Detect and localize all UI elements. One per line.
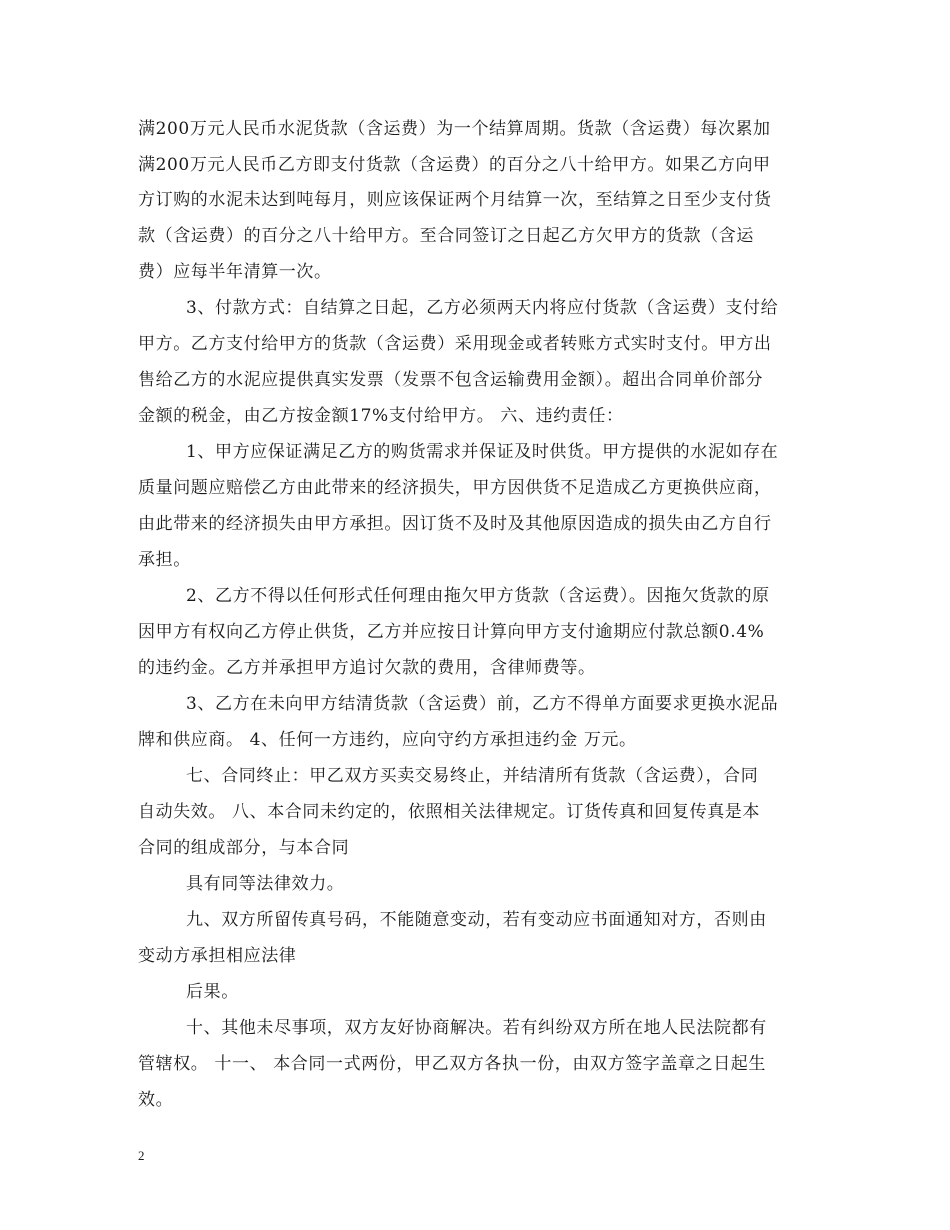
paragraph-line: 满200万元人民币水泥货款（含运费）为一个结算周期。货款（含运费）每次累加 [138,119,771,139]
paragraph-line: 满200万元人民币乙方即支付货款（含运费）的百分之八十给甲方。如果乙方向甲 [138,155,771,175]
paragraph-line: 售给乙方的水泥应提供真实发票（发票不包含运输费用金额）。超出合同单价部分 [138,370,764,390]
paragraph-line: 的违约金。乙方并承担甲方追讨欠款的费用，含律师费等。 [138,658,596,678]
paragraph-line: 方订购的水泥未达到吨每月，则应该保证两个月结算一次，至结算之日至少支付货 [138,190,772,210]
paragraph-line: 质量问题应赔偿乙方由此带来的经济损失，甲方因供货不足造成乙方更换供应商， [138,478,772,498]
paragraph-line: 合同的组成部分，与本合同 [138,838,350,858]
paragraph-line: 费）应每半年清算一次。 [138,262,332,282]
paragraph-line: 变动方承担相应法律 [138,946,297,966]
paragraph-line: 甲方。乙方支付给甲方的货款（含运费）采用现金或者转账方式实时支付。甲方出 [138,334,772,354]
paragraph-line: 自动失效。 八、本合同未约定的，依照相关法律规定。订货传真和回复传真是本 [138,802,761,822]
paragraph-line: 1、甲方应保证满足乙方的购货需求并保证及时供货。甲方提供的水泥如存在 [186,442,779,462]
paragraph-line: 2、乙方不得以任何形式任何理由拖欠甲方货款（含运费）。因拖欠货款的原 [186,586,770,606]
paragraph-line: 后果。 [186,982,239,1002]
paragraph-line: 九、双方所留传真号码，不能随意变动，若有变动应书面通知对方，否则由 [186,910,767,930]
paragraph-line: 承担。 [138,550,191,570]
paragraph-line: 效。 [138,1090,174,1110]
paragraph-line: 由此带来的经济损失由甲方承担。因订货不及时及其他原因造成的损失由乙方自行 [138,514,772,534]
paragraph-line: 具有同等法律效力。 [186,874,345,894]
paragraph-line: 七、合同终止：甲乙双方买卖交易终止，并结清所有货款（含运费），合同 [186,766,759,786]
paragraph-line: 款（含运费）的百分之八十给甲方。至合同签订之日起乙方欠甲方的货款（含运 [138,226,754,246]
paragraph-line: 金额的税金，由乙方按金额17%支付给甲方。 六、违约责任： [138,406,624,426]
paragraph-line: 因甲方有权向乙方停止供货，乙方并应按日计算向甲方支付逾期应付款总额0.4% [138,622,765,642]
paragraph-line: 十、其他未尽事项，双方友好协商解决。若有纠纷双方所在地人民法院都有 [186,1018,767,1038]
paragraph-line: 管辖权。 十一、 本合同一式两份，甲乙双方各执一份，由双方签字盖章之日起生 [138,1054,767,1074]
paragraph-line: 牌和供应商。 4、任何一方违约，应向守约方承担违约金 万元。 [138,730,637,750]
page-number: 2 [138,1148,145,1163]
paragraph-line: 3、乙方在未向甲方结清货款（含运费）前，乙方不得单方面要求更换水泥品 [186,694,779,714]
paragraph-line: 3、付款方式：自结算之日起，乙方必须两天内将应付货款（含运费）支付给 [186,298,779,318]
